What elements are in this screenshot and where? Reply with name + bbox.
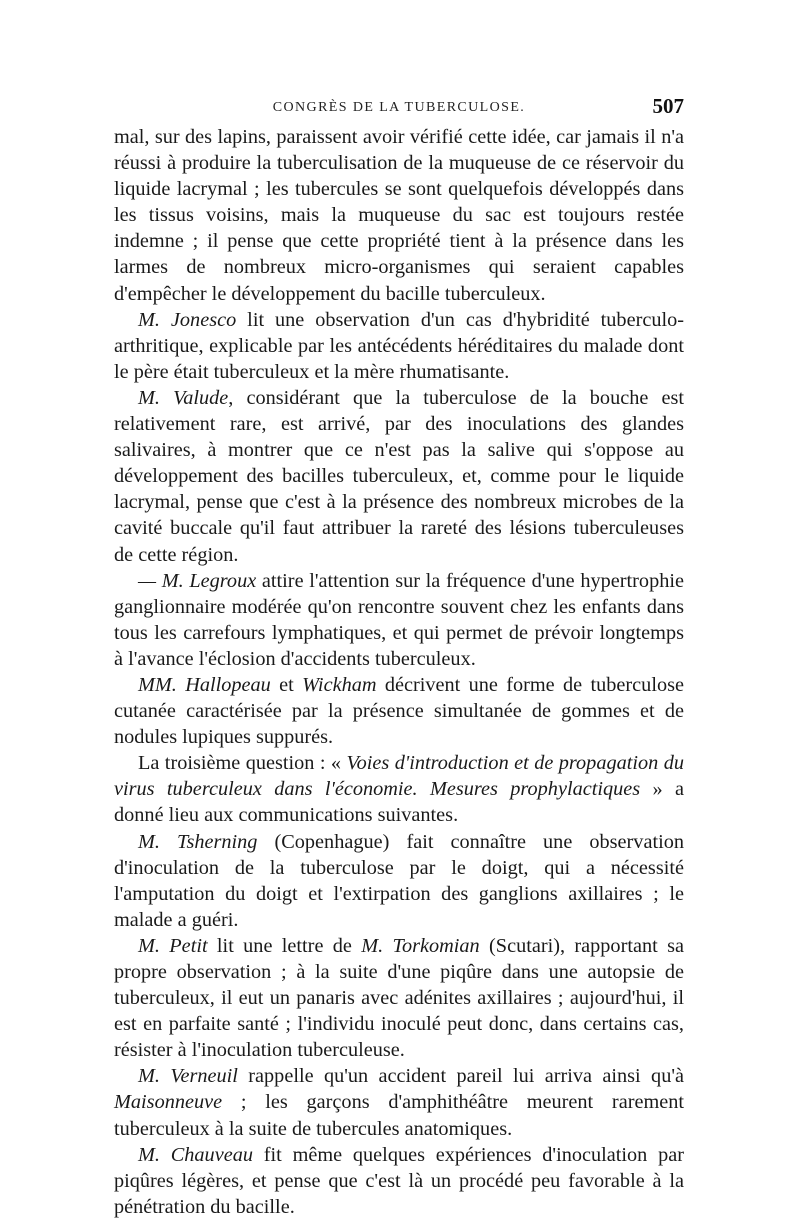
paragraph-text: mal, sur des lapins, paraissent avoir vérifié cette idée, car jamais il n'a réussi à produire la tuberculisation de la muqueuse de ce réservoir du liquide lacrymal ; les tubercules se sont quelquefois développés dans les tissus voisins, mais la muqueuse du sac est toujours restée indemne ; il pense que cette propriété tient à la présence dans les larmes de nombreux micro-organismes qui seraient capables d'empêcher le développement du bacille tuberculeux. [114,126,684,305]
paragraph-verneuil [114,1063,684,1141]
author-name: M. Valude [138,386,229,409]
paragraph-third-question [114,750,684,828]
paragraph-text: , considérant que la tuberculose de la bouche est relativement rare, est arrivé, par des inoculations des glandes salivaires, à montrer que ce n'est pas la salive qui s'oppose au développement des bacilles tuberculeux, et, comme pour le liquide lacrymal, pense que c'est à la présence des nombreux microbes de la cavité buccale qu'il faut attribuer la rareté des lésions tuberculeuses de cette région. [114,386,684,566]
author-name: Wickham [302,673,377,696]
running-head [114,96,684,120]
paragraph-text: et [270,673,303,696]
author-name: M. Torkomian [361,934,480,957]
author-name: M. Jonesco [138,308,237,331]
paragraph-text: fit même quelques expériences d'inoculation par piqûres légères, et pense que c'est là un procédé peu favorable à la pénétration du bacille. [114,1143,684,1218]
author-name: MM. Hallopeau [138,673,271,696]
paragraph-valude [114,385,684,568]
author-name: M. Chauveau [138,1143,253,1166]
paragraph-text: lit une lettre de [207,934,362,957]
paragraph-continuation [114,124,684,307]
paragraph-petit [114,933,684,1063]
paragraph-text: La troisième question : « [138,752,347,775]
author-name: M. Tsherning [138,830,258,853]
author-name: M. Verneuil [138,1065,238,1088]
page-number: 507 [652,94,684,118]
paragraph-text: (Copenhague) fait connaître une observation d'inoculation de la tuberculose par le doigt, qui a nécessité l'amputation du doigt et l'extirpation des ganglions axillaires ; le malade a guéri. [114,830,685,931]
author-name: M. Petit [138,934,208,957]
paragraph-text: attire l'attention sur la fréquence d'une hypertrophie ganglionnaire modérée qu'on rencontre souvent chez les enfants dans tous les carrefours lymphatiques, et qui permet de prévoir longtemps à l'avance l'éclosion d'accidents tuberculeux. [114,569,684,670]
body-text [114,124,684,1220]
paragraph-text: (Scutari), rapportant sa propre observation ; à la suite d'une piqûre dans une autopsie de tuberculeux, il eut un panaris avec adénites axillaires ; aujourd'hui, il est en parfaite santé ; l'individu inoculé peut donc, dans certains cas, résister à l'inoculation tuberculeuse. [114,934,684,1062]
paragraph-tsherning [114,829,684,933]
paragraph-text: décrivent une forme de tuberculose cutanée caractérisée par la présence simultanée de gommes et de nodules lupiques suppurés. [114,673,684,749]
paragraph-hallopeau-wickham [114,672,684,750]
paragraph-jonesco [114,307,684,385]
paragraph-chauveau [114,1142,684,1220]
author-name: Maisonneuve [114,1091,223,1114]
paragraph-text: lit une observation d'un cas d'hybridité tuberculo-arthritique, explicable par les antécédents héréditaires du malade dont le père était tuberculeux et la mère rhumatisante. [114,308,684,383]
paragraph-legroux [114,568,684,672]
paragraph-text: » a donné lieu aux communications suivantes. [114,778,684,827]
paragraph-text: ; les garçons d'amphithéâtre meurent rarement tuberculeux à la suite de tubercules anatomiques. [114,1091,684,1140]
running-title: CONGRÈS DE LA TUBERCULOSE. [272,100,526,115]
paragraph-text: rappelle qu'un accident pareil lui arriva ainsi qu'à [237,1065,684,1088]
author-name: — M. Legroux [138,569,257,592]
question-title: Voies d'introduction et de propagation du virus tuberculeux dans l'économie. Mesures prophylactiques [114,752,685,801]
